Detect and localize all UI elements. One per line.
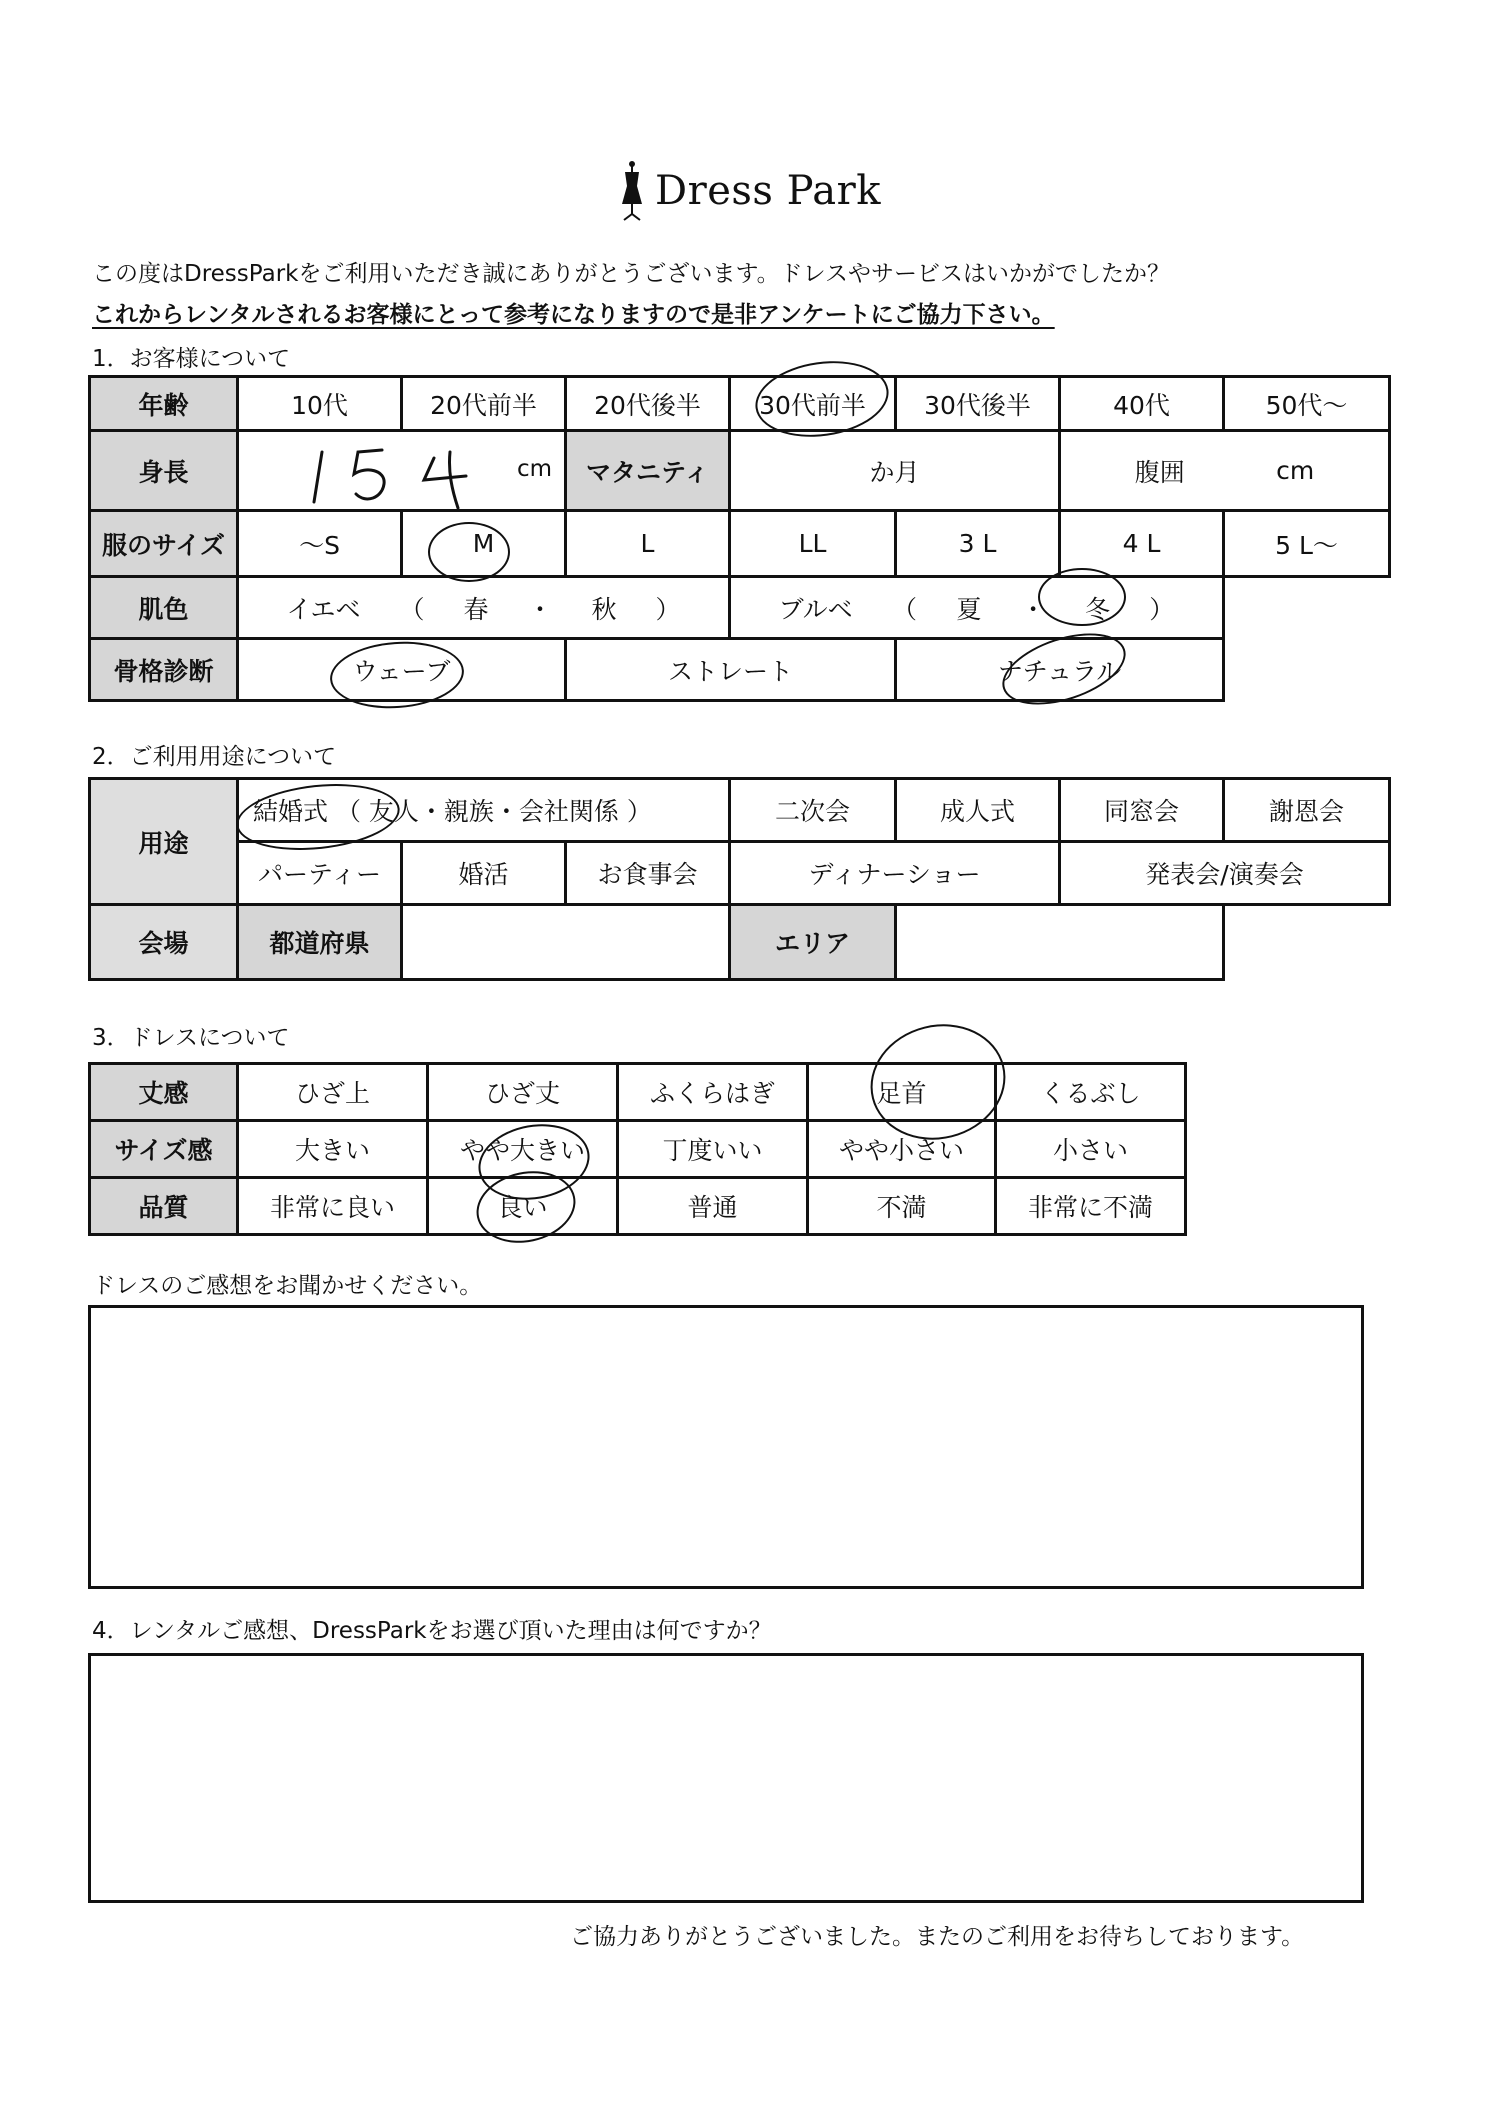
yellow-base-option[interactable] [238, 577, 730, 639]
height-field[interactable] [238, 431, 566, 511]
size-option[interactable]: 5 L〜 [1224, 511, 1390, 577]
frame-label: 骨格診断 [90, 639, 238, 701]
maternity-months-field[interactable] [730, 431, 1060, 511]
brand-logo [0, 160, 1500, 226]
frame-option-natural[interactable]: ナチュラル [896, 639, 1224, 701]
section1-title: 1．お客様について [92, 346, 291, 372]
section4-title: 4．レンタルご感想、DressParkをお選び頂いた理由は何ですか？ [92, 1618, 772, 1644]
waist-label: 腹囲 [1134, 457, 1185, 487]
usage-row-2 [90, 842, 1390, 905]
prefecture-label: 都道府県 [238, 905, 402, 980]
usage-option[interactable]: 謝恩会 [1224, 779, 1390, 842]
season-autumn[interactable]: 秋 [591, 594, 617, 624]
usage-option-wedding[interactable] [238, 779, 730, 842]
age-row [90, 377, 1390, 431]
age-option[interactable]: 10代 [238, 377, 402, 431]
quality-option[interactable]: 普通 [618, 1178, 808, 1235]
separator-dot: ・ [1020, 594, 1046, 624]
fit-option[interactable]: 丁度いい [618, 1121, 808, 1178]
age-option[interactable]: 50代〜 [1224, 377, 1390, 431]
separator-dot: ・ [527, 594, 553, 624]
size-label: 服のサイズ [90, 511, 238, 577]
fit-option[interactable]: 小さい [996, 1121, 1186, 1178]
frame-row [90, 639, 1390, 701]
yellow-base-label: イエベ [286, 594, 361, 624]
months-unit: か月 [869, 457, 920, 487]
brand-name: Dress Park [655, 168, 881, 214]
usage-option[interactable]: 二次会 [730, 779, 896, 842]
usage-label: 用途 [90, 779, 238, 905]
fit-row [90, 1121, 1186, 1178]
length-label: 丈感 [90, 1064, 238, 1121]
skin-row [90, 577, 1390, 639]
section2-title: 2．ご利用用途について [92, 744, 337, 770]
age-label: 年齢 [90, 377, 238, 431]
frame-option-wave[interactable]: ウェーブ [238, 639, 566, 701]
impressions-prompt: ドレスのご感想をお聞かせください。 [92, 1273, 483, 1299]
quality-option[interactable]: 非常に良い [238, 1178, 428, 1235]
size-row [90, 511, 1390, 577]
age-option[interactable]: 30代後半 [896, 377, 1060, 431]
intro-line: この度はDressParkをご利用いただき誠にありがとうございます。ドレスやサービスはいかがでしたか？ [92, 261, 1170, 287]
age-option-selected[interactable]: 30代前半 [730, 377, 896, 431]
size-option-selected[interactable]: M [402, 511, 566, 577]
usage-option[interactable]: 発表会/演奏会 [1060, 842, 1390, 905]
quality-option-selected[interactable]: 良い [428, 1178, 618, 1235]
fit-option-selected[interactable]: やや大きい [428, 1121, 618, 1178]
length-option[interactable]: ひざ丈 [428, 1064, 618, 1121]
height-unit: cm [516, 456, 552, 482]
area-label: エリア [730, 905, 896, 980]
size-option[interactable]: 4 L [1060, 511, 1224, 577]
wedding-label: 結婚式 [253, 797, 329, 826]
age-option[interactable]: 20代後半 [566, 377, 730, 431]
blank-cell [1224, 905, 1390, 980]
usage-row-1 [90, 779, 1390, 842]
season-spring[interactable]: 春 [463, 594, 489, 624]
dress-table [88, 1062, 1187, 1236]
length-option-selected[interactable]: 足首 [808, 1064, 996, 1121]
quality-label: 品質 [90, 1178, 238, 1235]
blue-base-label: ブルベ [778, 594, 853, 624]
season-winter-selected[interactable]: 冬 [1084, 594, 1110, 624]
maternity-label: マタニティ [566, 431, 730, 511]
usage-option[interactable]: お食事会 [566, 842, 730, 905]
paren-open: （ [891, 594, 917, 624]
closing-message: ご協力ありがとうございました。またのご利用をお待ちしております。 [570, 1924, 1305, 1950]
dress-form-icon [619, 160, 645, 222]
length-option[interactable]: くるぶし [996, 1064, 1186, 1121]
intro-request: これからレンタルされるお客様にとって参考になりますので是非アンケートにご協力下さい。 [92, 302, 1055, 328]
usage-option[interactable]: パーティー [238, 842, 402, 905]
length-option[interactable]: ひざ上 [238, 1064, 428, 1121]
season-summer[interactable]: 夏 [956, 594, 982, 624]
paren-close: ） [1149, 594, 1175, 624]
usage-option[interactable]: 婚活 [402, 842, 566, 905]
fit-option[interactable]: 大きい [238, 1121, 428, 1178]
size-option[interactable]: L [566, 511, 730, 577]
usage-option[interactable]: 成人式 [896, 779, 1060, 842]
age-option[interactable]: 20代前半 [402, 377, 566, 431]
usage-table [88, 777, 1391, 981]
usage-option[interactable]: 同窓会 [1060, 779, 1224, 842]
fit-label: サイズ感 [90, 1121, 238, 1178]
venue-label: 会場 [90, 905, 238, 980]
height-label: 身長 [90, 431, 238, 511]
usage-option[interactable]: ディナーショー [730, 842, 1060, 905]
quality-option[interactable]: 不満 [808, 1178, 996, 1235]
paren-close: ） [655, 594, 681, 624]
impressions-textbox[interactable] [88, 1305, 1364, 1589]
age-option[interactable]: 40代 [1060, 377, 1224, 431]
paren-open: （ [399, 594, 425, 624]
length-option[interactable]: ふくらはぎ [618, 1064, 808, 1121]
fit-option[interactable]: やや小さい [808, 1121, 996, 1178]
wedding-detail: （ 友人・親族・会社関係 ） [335, 797, 652, 826]
blank-cell [1224, 639, 1390, 701]
waist-field[interactable] [1060, 431, 1390, 511]
reason-textbox[interactable] [88, 1653, 1364, 1903]
size-option[interactable]: 〜S [238, 511, 402, 577]
blank-cell [1224, 577, 1390, 639]
waist-unit: cm [1276, 456, 1315, 485]
customer-table [88, 375, 1391, 702]
venue-row [90, 905, 1390, 980]
prefecture-field[interactable] [402, 905, 730, 980]
quality-option[interactable]: 非常に不満 [996, 1178, 1186, 1235]
blue-base-option[interactable] [730, 577, 1224, 639]
length-row [90, 1064, 1186, 1121]
size-option[interactable]: LL [730, 511, 896, 577]
skin-label: 肌色 [90, 577, 238, 639]
area-field[interactable] [896, 905, 1224, 980]
section3-title: 3．ドレスについて [92, 1025, 290, 1051]
height-row [90, 431, 1390, 511]
size-option[interactable]: 3 L [896, 511, 1060, 577]
quality-row [90, 1178, 1186, 1235]
frame-option-straight[interactable]: ストレート [566, 639, 896, 701]
